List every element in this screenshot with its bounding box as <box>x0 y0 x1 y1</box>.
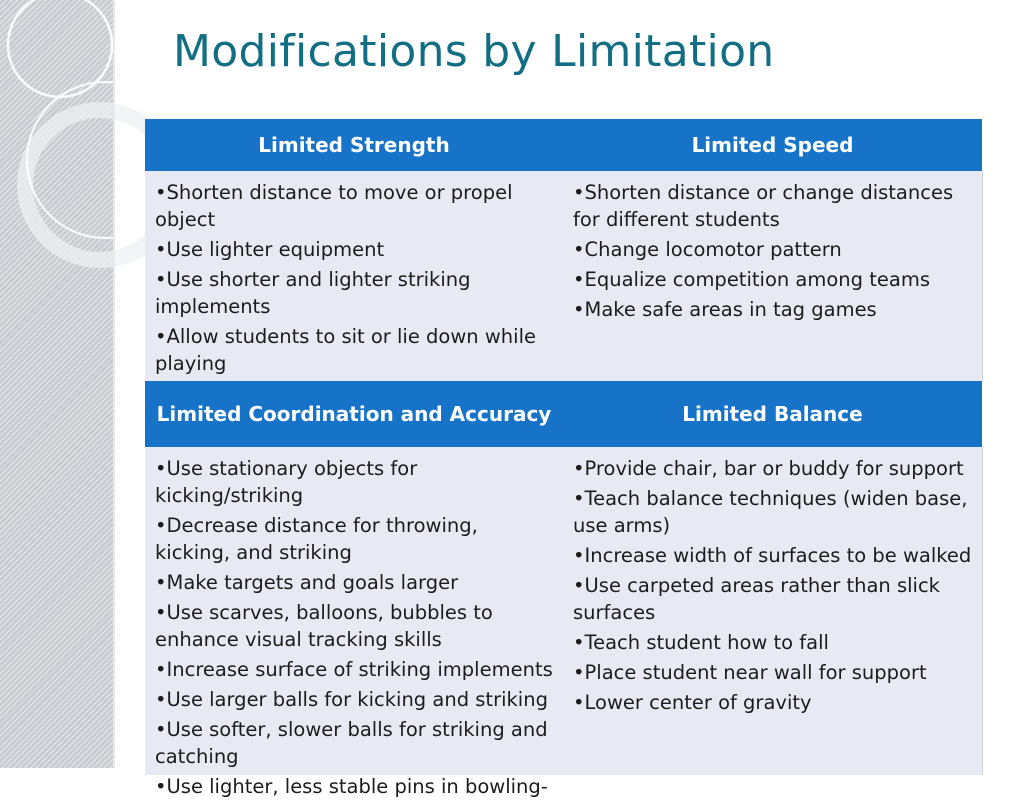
list-item: • Teach student how to fall <box>573 629 972 656</box>
list-item: • Use shorter and lighter striking implements <box>155 266 553 320</box>
bullet-list <box>155 179 553 377</box>
list-item: • Use lighter, less stable pins in bowling- <box>155 773 553 800</box>
list-item: • Use larger balls for kicking and striking <box>155 686 553 713</box>
cell-limited-coordination <box>145 447 563 798</box>
bullet-list <box>155 455 553 800</box>
cell-limited-balance <box>563 447 982 775</box>
list-item: • Use lighter equipment <box>155 236 553 263</box>
side-strip-edge <box>113 0 115 768</box>
list-item: • Use stationary objects for kicking/striking <box>155 455 553 509</box>
table-row <box>145 171 982 381</box>
list-item: • Make safe areas in tag games <box>573 296 972 323</box>
table-header-row <box>145 119 982 171</box>
bullet-list <box>573 455 972 716</box>
list-item: • Allow students to sit or lie down while playing <box>155 323 553 377</box>
header-limited-strength: Limited Strength <box>145 119 563 171</box>
cell-limited-strength <box>145 171 563 381</box>
header-limited-speed: Limited Speed <box>563 119 982 171</box>
list-item: • Equalize competition among teams <box>573 266 972 293</box>
list-item: • Increase width of surfaces to be walked <box>573 542 972 569</box>
list-item: • Make targets and goals larger <box>155 569 553 596</box>
list-item: • Lower center of gravity <box>573 689 972 716</box>
list-item: • Teach balance techniques (widen base, use arms) <box>573 485 972 539</box>
decorative-side-strip <box>0 0 113 768</box>
header-limited-coordination: Limited Coordination and Accuracy <box>145 381 563 447</box>
list-item: • Provide chair, bar or buddy for support <box>573 455 972 482</box>
list-item: • Use scarves, balloons, bubbles to enhance visual tracking skills <box>155 599 553 653</box>
modifications-table <box>145 119 983 798</box>
list-item: • Shorten distance or change distances for different students <box>573 179 972 233</box>
header-limited-balance: Limited Balance <box>563 381 982 447</box>
list-item: • Place student near wall for support <box>573 659 972 686</box>
list-item: • Decrease distance for throwing, kicking, and striking <box>155 512 553 566</box>
decorative-circles <box>0 0 113 300</box>
table-header-row <box>145 381 982 447</box>
list-item: • Use carpeted areas rather than slick surfaces <box>573 572 972 626</box>
list-item: • Change locomotor pattern <box>573 236 972 263</box>
list-item: • Increase surface of striking implements <box>155 656 553 683</box>
bullet-list <box>573 179 972 323</box>
list-item: • Shorten distance to move or propel object <box>155 179 553 233</box>
cell-limited-speed <box>563 171 982 381</box>
table-row <box>145 447 982 775</box>
slide-title: Modifications by Limitation <box>173 26 775 77</box>
list-item: • Use softer, slower balls for striking and catching <box>155 716 553 770</box>
